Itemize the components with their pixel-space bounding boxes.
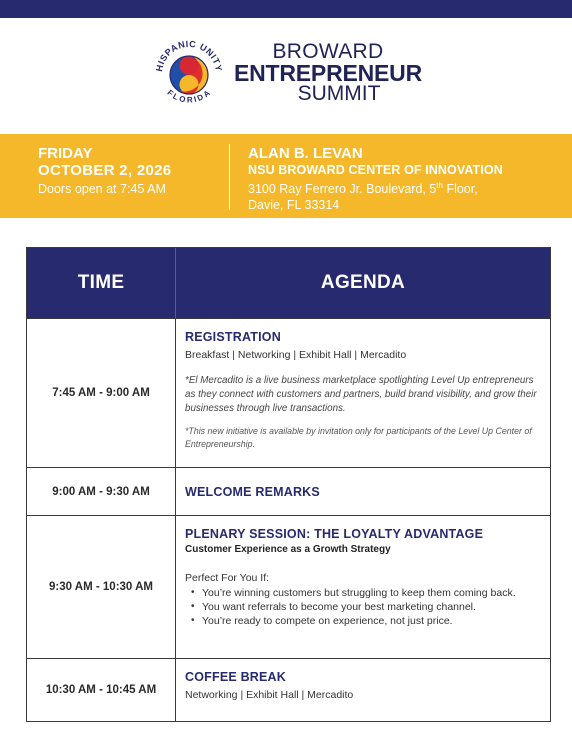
event-date-block [38,146,171,198]
row-time: 9:30 AM - 10:30 AM [27,516,176,658]
row-agenda [176,319,550,467]
venue-address-line-1: 3100 Ray Ferrero Jr. Boulevard, 5th Floor, [248,181,478,197]
table-row [27,515,550,658]
list-item: • You’re winning customers but struggling to keep them coming back. [191,587,516,599]
session-bullets [185,586,541,628]
list-item: • You want referrals to become your best marketing channel. [191,601,476,613]
session-note: *El Mercadito is a live business marketplace spotlighting Level Up entrepreneurs as they connect with customers and partners, build brand visibility, and grow their businesses through live transactions. [185,375,537,414]
logo-text-top: HISPANIC UNITY [154,38,224,73]
table-row [27,318,550,467]
session-subtitle: Customer Experience as a Growth Strategy [185,544,391,555]
row-time: 7:45 AM - 9:00 AM [27,319,176,467]
agenda-column-header: AGENDA [320,272,406,293]
venue-address-line-2: Davie, FL 33314 [248,198,340,213]
title-line-2: ENTREPRENEUR [233,60,422,86]
title-line-3: SUMMIT [297,82,381,105]
list-item: • You’re ready to compete on experience, not just price. [191,615,453,627]
venue-center: NSU BROWARD CENTER OF INNOVATION [248,163,503,177]
agenda-table [26,247,551,722]
session-title: REGISTRATION [185,330,281,344]
session-title: WELCOME REMARKS [185,484,320,499]
session-title: COFFEE BREAK [185,670,287,684]
session-intro: Perfect For You If: [185,572,270,584]
top-bar [0,0,572,18]
row-time: 9:00 AM - 9:30 AM [27,468,176,515]
event-day: FRIDAY [38,145,93,162]
title-line-1: BROWARD [272,40,384,63]
hispanic-unity-logo [150,34,228,112]
session-title: PLENARY SESSION: THE LOYALTY ADVANTAGE [185,527,484,541]
row-agenda [176,659,550,721]
table-header-row [27,248,550,318]
venue-name: ALAN B. LEVAN [248,145,363,162]
row-time: 10:30 AM - 10:45 AM [27,659,176,721]
time-column-header: TIME [27,248,176,318]
table-row [27,658,550,721]
summit-title [228,42,428,104]
bullet-icon: • [191,615,195,626]
session-subtitle: Breakfast | Networking | Exhibit Hall | Mercadito [185,349,407,361]
session-note: *This new initiative is available by invitation only for participants of the Level Up Center of Entrepreneurship. [185,426,532,449]
event-banner [0,134,572,218]
banner-divider [229,144,230,210]
doors-open: Doors open at 7:45 AM [38,182,166,196]
event-date: OCTOBER 2, 2026 [38,162,172,179]
session-subtitle: Networking | Exhibit Hall | Mercadito [185,689,354,701]
logo-text-bottom: FLORIDA [165,88,213,105]
row-agenda [176,516,550,658]
event-venue-block [248,146,503,213]
table-row [27,467,550,515]
bullet-icon: • [191,601,195,612]
bullet-icon: • [191,587,195,598]
row-agenda [176,468,550,515]
